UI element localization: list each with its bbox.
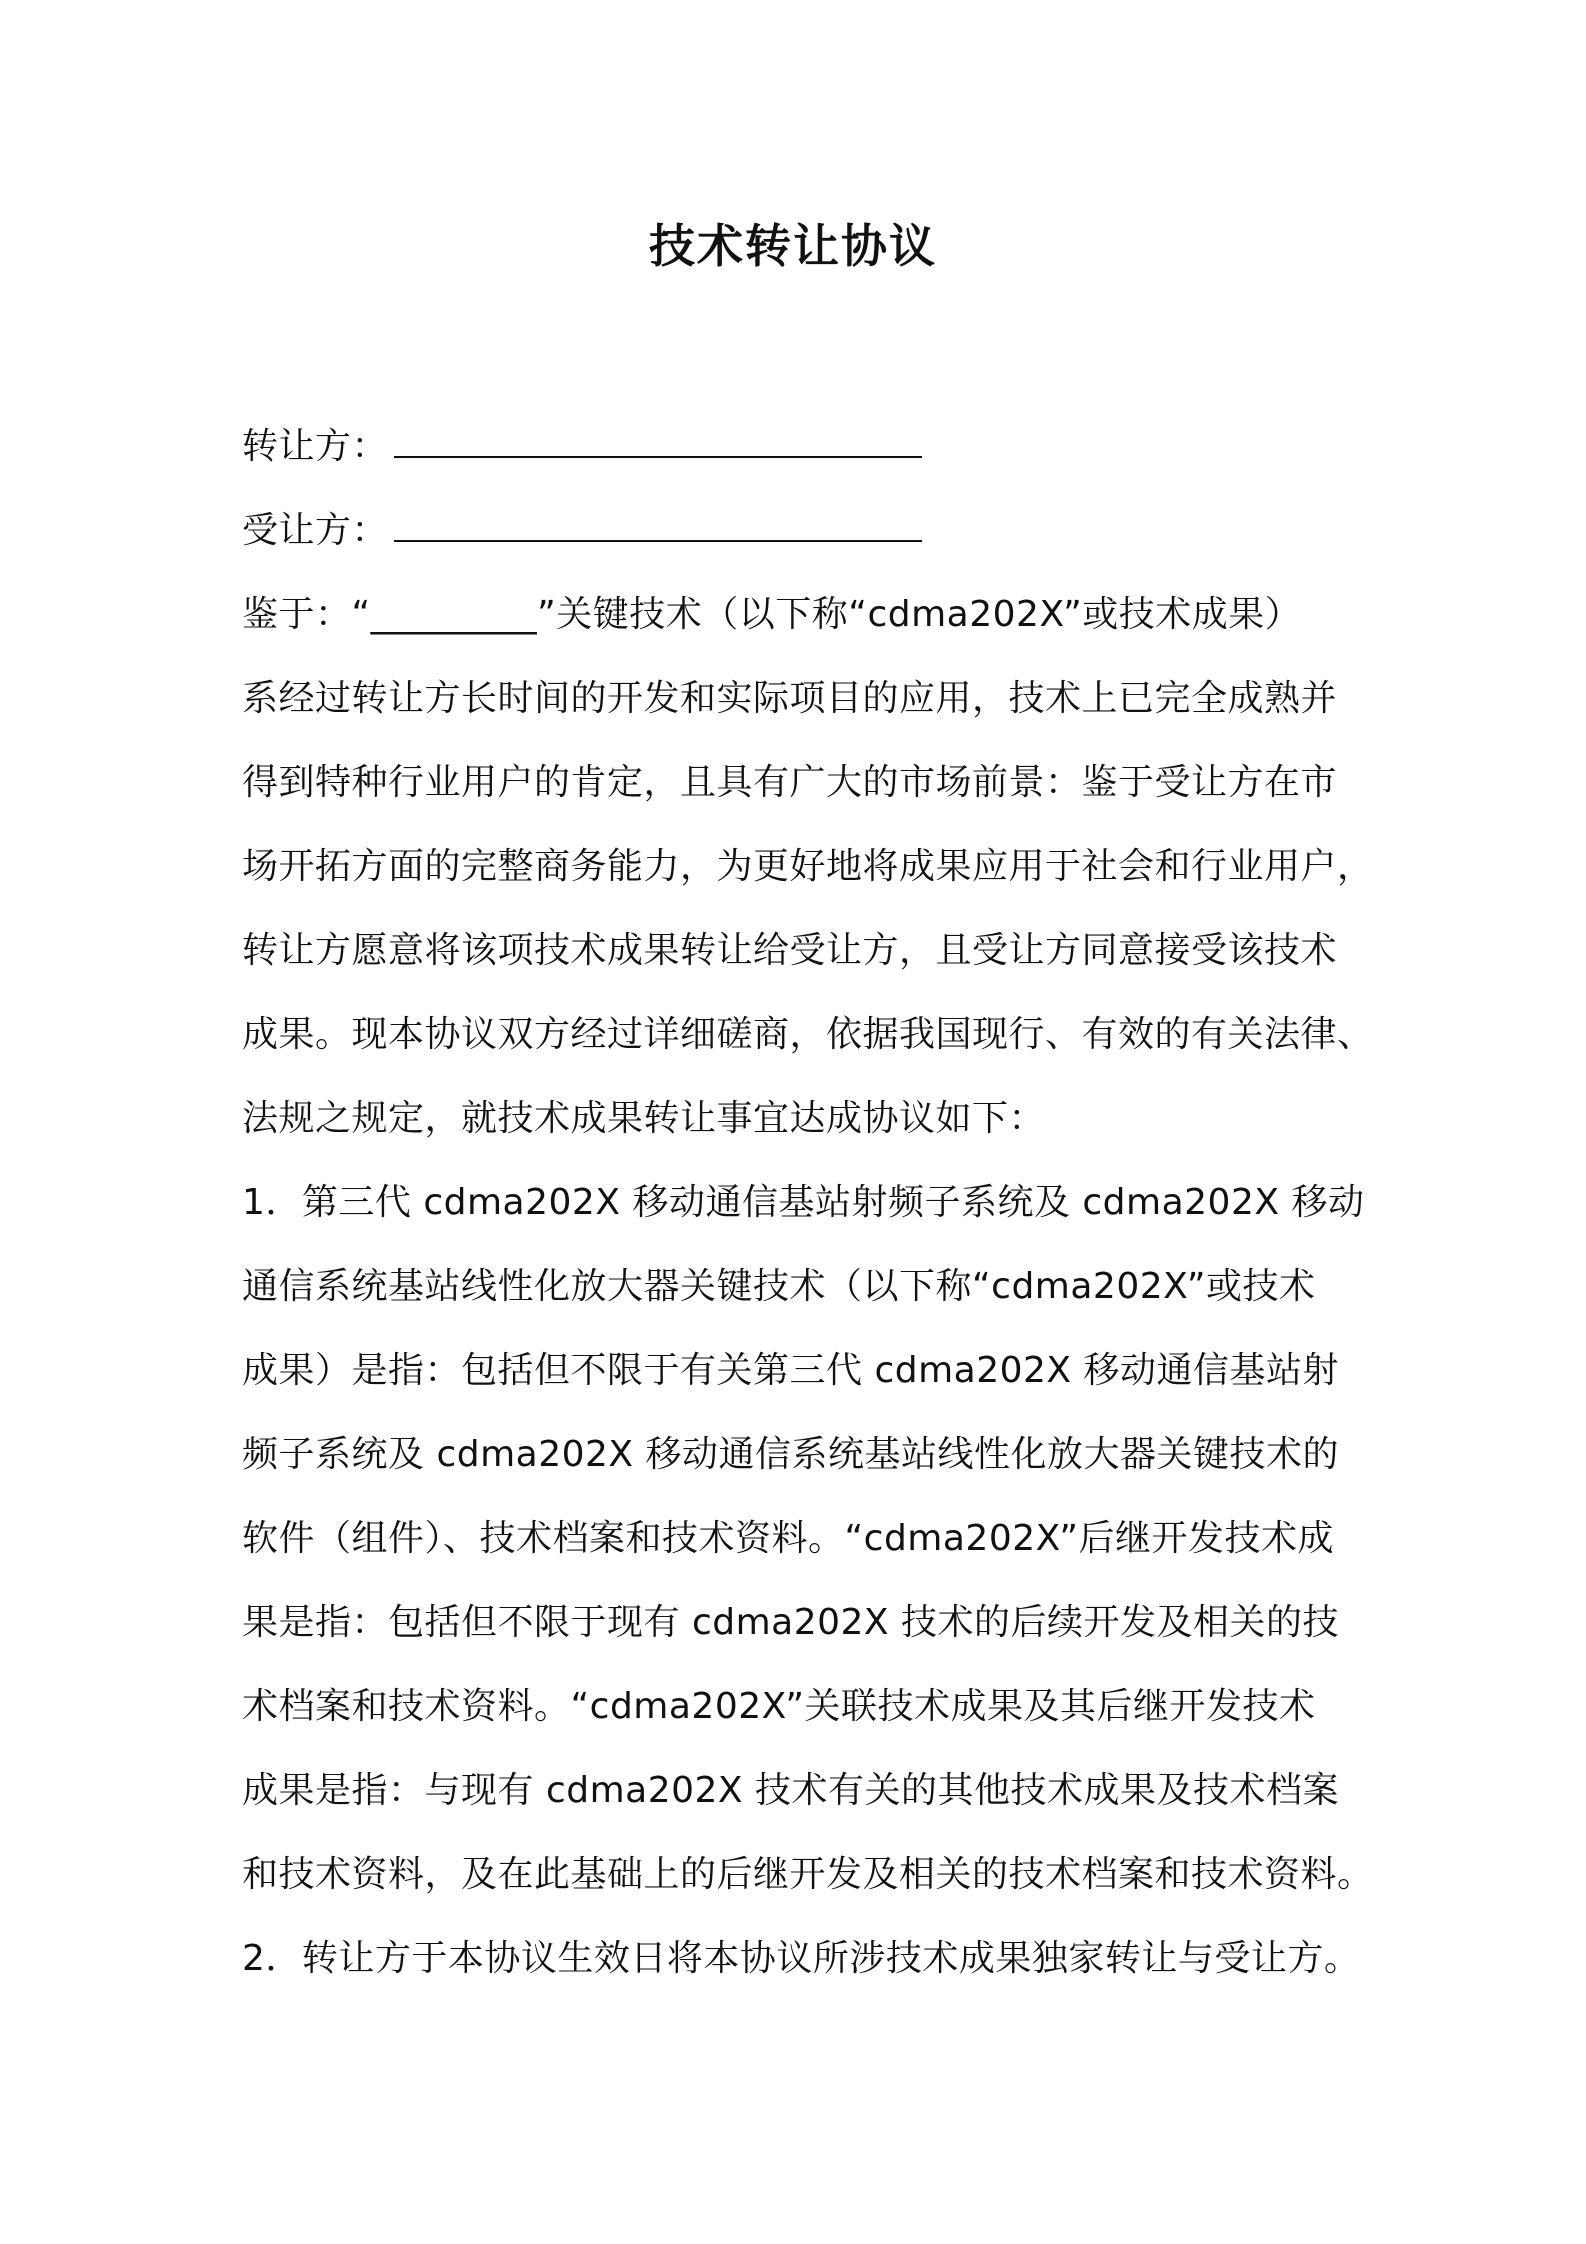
transferor-line — [242, 405, 1354, 489]
transferee-blank — [394, 504, 922, 542]
text-line: 得到特种行业用户的肯定，且具有广大的市场前景：鉴于受让方在市 — [242, 762, 1338, 803]
transferee-label: 受让方： — [242, 510, 389, 551]
text-line: 鉴于：“_________”关键技术（以下称“cdma202X”或技术成果） — [242, 594, 1302, 635]
clause-1-line: 通信系统基站线性化放大器关键技术（以下称“cdma202X”或技术 — [242, 1266, 1316, 1307]
text-line: 成果。现本协议双方经过详细磋商，依据我国现行、有效的有关法律、 — [242, 1014, 1374, 1055]
text-line: 法规之规定，就技术成果转让事宜达成协议如下： — [242, 1098, 1046, 1139]
clause-1-line: 果是指：包括但不限于现有 cdma202X 技术的后续开发及相关的技 — [242, 1602, 1340, 1643]
document-title: 技术转让协议 — [649, 219, 937, 273]
clause-1-line: 1．第三代 cdma202X 移动通信基站射频子系统及 cdma202X 移动 — [242, 1182, 1365, 1223]
text-line: 系经过转让方长时间的开发和实际项目的应用，技术上已完全成熟并 — [242, 678, 1338, 719]
clause-1-line: 软件（组件）、技术档案和技术资料。“cdma202X”后继开发技术成 — [242, 1518, 1334, 1559]
clause-1-line: 术档案和技术资料。“cdma202X”关联技术成果及其后继开发技术 — [242, 1686, 1316, 1727]
transferor-label: 转让方： — [242, 426, 389, 467]
clause-2-line: 2．转让方于本协议生效日将本协议所涉技术成果独家转让与受让方。 — [242, 1938, 1361, 1979]
clause-1-line: 成果）是指：包括但不限于有关第三代 cdma202X 移动通信基站射 — [242, 1350, 1340, 1391]
text-line: 场开拓方面的完整商务能力，为更好地将成果应用于社会和行业用户， — [242, 846, 1374, 887]
transferee-line — [242, 489, 1354, 573]
clause-1-line: 频子系统及 cdma202X 移动通信系统基站线性化放大器关键技术的 — [242, 1434, 1340, 1475]
agreement-body — [242, 405, 1374, 2001]
text-line: 转让方愿意将该项技术成果转让给受让方，且受让方同意接受该技术 — [242, 930, 1338, 971]
clause-1-line: 成果是指：与现有 cdma202X 技术有关的其他技术成果及技术档案 — [242, 1770, 1340, 1811]
transferor-blank — [394, 420, 922, 458]
clause-1-line: 和技术资料，及在此基础上的后继开发及相关的技术档案和技术资料。 — [242, 1854, 1374, 1895]
